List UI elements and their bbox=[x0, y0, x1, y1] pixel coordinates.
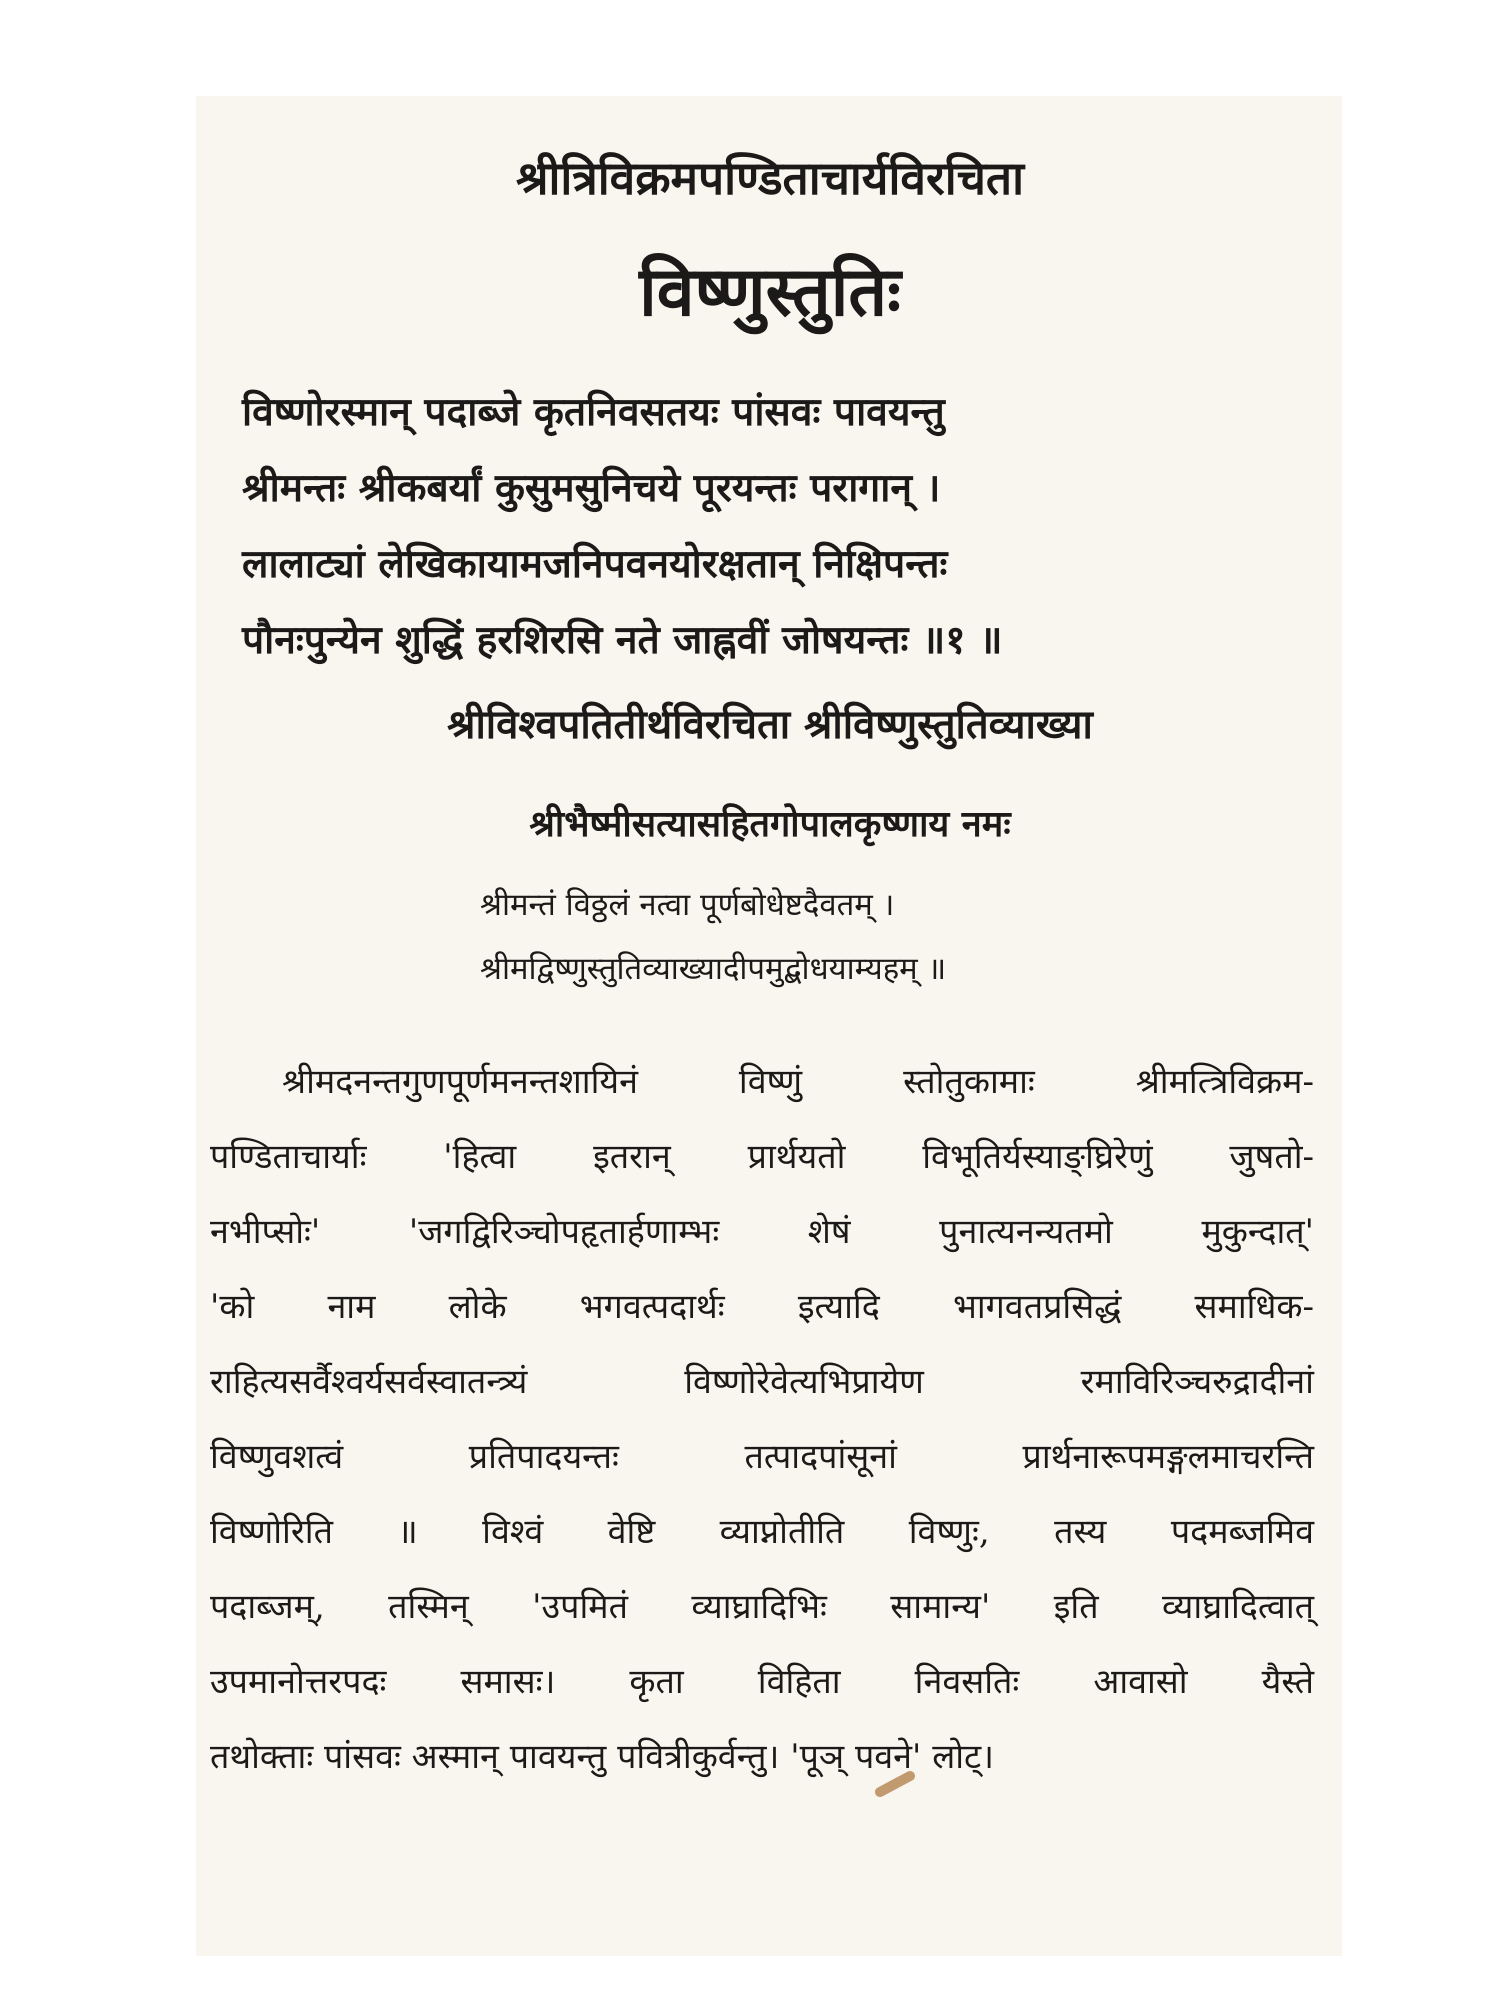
prose-line: पदाब्जम्, तस्मिन् 'उपमितं व्याघ्रादिभिः सामान्य' इति व्याघ्रादित्वात् bbox=[210, 1587, 1314, 1627]
prose-line: पण्डिताचार्याः 'हित्वा इतरान् प्रार्थयतो विभूतिर्यस्याङ्घ्रिरेणुं जुषतो- bbox=[210, 1137, 1314, 1177]
prose-line: तथोक्ताः पांसवः अस्मान् पावयन्तु पवित्रीकुर्वन्तु। 'पूञ् पवने' लोट्। bbox=[210, 1737, 995, 1777]
commentary-prose bbox=[210, 1045, 1314, 1795]
mangala-line: श्रीमन्तं विठ्ठलं नत्वा पूर्णबोधेष्टदैवतम् । bbox=[480, 887, 895, 923]
verse-line: लालाट्यां लेखिकायामजनिपवनयोरक्षतान् निक्षिपन्तः bbox=[242, 542, 948, 587]
prose-line: विष्णुवशत्वं प्रतिपादयन्तः तत्पादपांसूनां प्रार्थनारूपमङ्गलमाचरन्ति bbox=[210, 1437, 1314, 1477]
prose-line: 'को नाम लोके भगवत्पदार्थः इत्यादि भागवतप्रसिद्धं समाधिक- bbox=[210, 1287, 1314, 1327]
prose-line: श्रीमदनन्तगुणपूर्णमनन्तशायिनं विष्णुं स्तोतुकामाः श्रीमत्त्रिविक्रम- bbox=[282, 1062, 1314, 1102]
prose-line: नभीप्सोः' 'जगद्विरिञ्चोपहृतार्हणाम्भः शेषं पुनात्यनन्यतमो मुकुन्दात्' bbox=[210, 1212, 1314, 1252]
verse-block bbox=[210, 375, 1330, 679]
page-content bbox=[210, 110, 1330, 1795]
prose-line: राहित्यसर्वैश्वर्यसर्वस्वातन्त्र्यं विष्णोरेवेत्यभिप्रायेण रमाविरिञ्चरुद्रादीनां bbox=[210, 1362, 1314, 1402]
verse-line: श्रीमन्तः श्रीकबर्यां कुसुमसुनिचये पूरयन्तः परागान् । bbox=[242, 466, 941, 511]
prose-line: उपमानोत्तरपदः समासः। कृता विहिता निवसतिः आवासो यैस्ते bbox=[210, 1662, 1314, 1702]
commentary-title: श्रीविश्वपतितीर्थविरचिता श्रीविष्णुस्तुतिव्याख्या bbox=[447, 702, 1093, 748]
verse-line: पौनःपुन्येन शुद्धिं हरशिरसि नते जाह्नवीं जोषयन्तः ॥१ ॥ bbox=[242, 618, 1003, 663]
prose-line: विष्णोरिति ॥ विश्वं वेष्टि व्याप्नोतीति विष्णुः, तस्य पदमब्जमिव bbox=[210, 1512, 1314, 1552]
verse-line: विष्णोरस्मान् पदाब्जे कृतनिवसतयः पांसवः पावयन्तु bbox=[242, 390, 945, 435]
mangala-line: श्रीमद्विष्णुस्तुतिव्याख्यादीपमुद्बोधयाम्यहम् ॥ bbox=[480, 951, 947, 987]
work-title: श्रीत्रिविक्रमपण्डिताचार्यविरचिता bbox=[515, 151, 1025, 205]
stuti-title: विष्णुस्तुतिः bbox=[639, 253, 901, 332]
mangala-verse bbox=[210, 873, 1330, 1001]
invocation-line: श्रीभैष्मीसत्यासहितगोपालकृष्णाय नमः bbox=[529, 804, 1011, 845]
